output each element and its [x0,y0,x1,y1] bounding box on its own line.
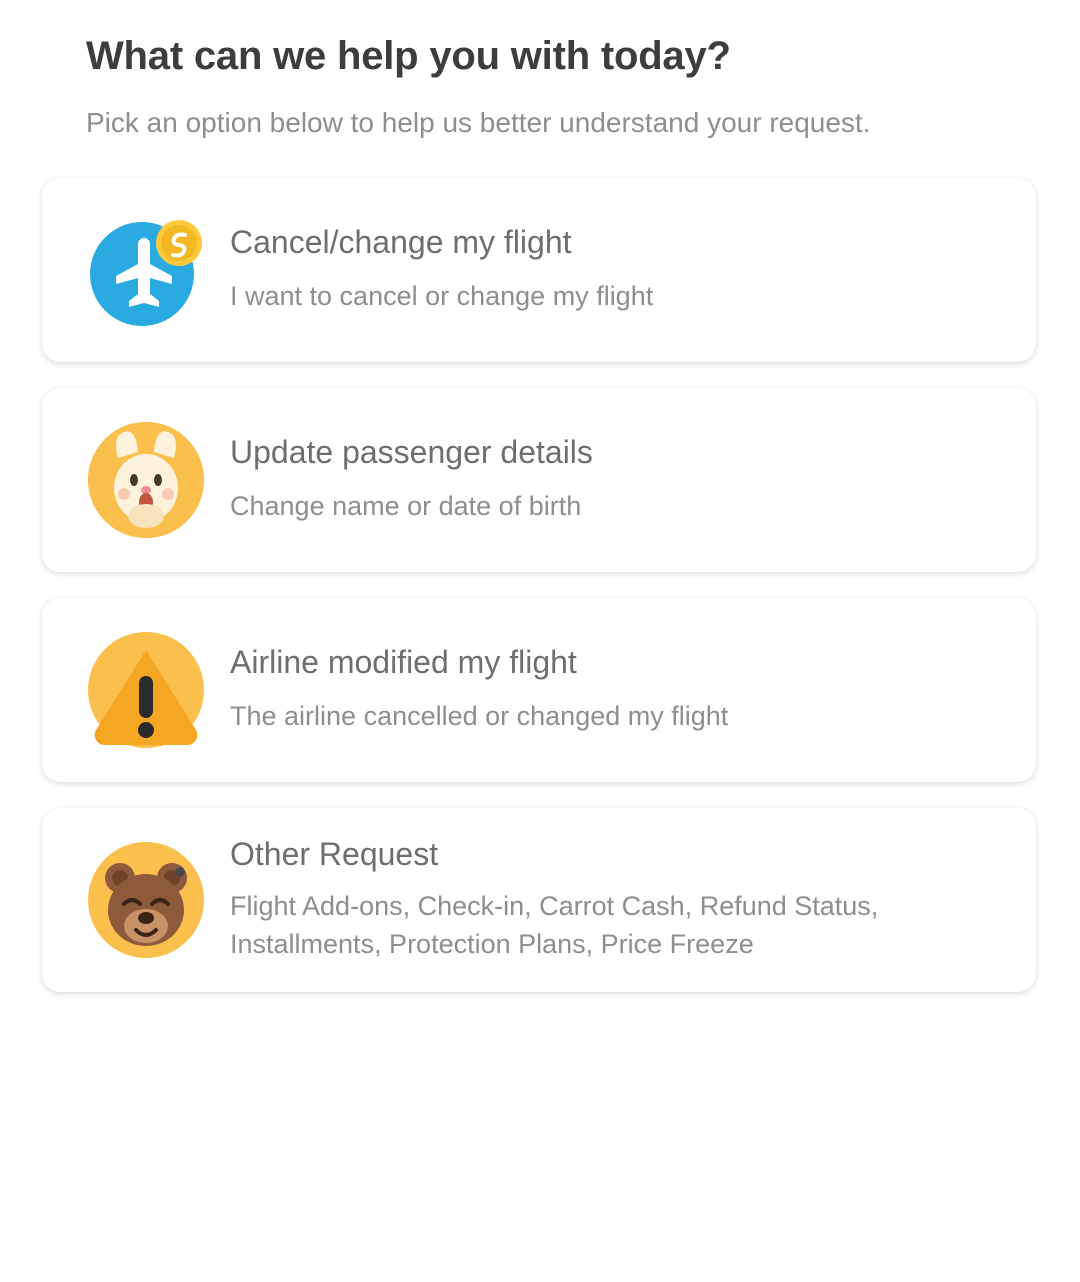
page-title: What can we help you with today? [86,34,731,78]
bear-face-icon [80,834,212,966]
options-list [0,178,1080,992]
header [0,0,1080,142]
option-description: The airline cancelled or changed my flight [230,700,729,731]
option-text [222,644,1006,736]
option-description: Change name or date of birth [230,490,582,521]
option-title: Other Request [230,835,439,872]
option-text [222,434,1006,526]
option-airline-modified-flight[interactable] [42,598,1036,782]
option-cancel-change-flight[interactable] [42,178,1036,362]
option-title: Cancel/change my flight [230,223,572,260]
page-subtitle: Pick an option below to help us better understand your request. [86,107,871,138]
airplane-coin-icon [80,204,212,336]
option-title: Airline modified my flight [230,643,577,680]
option-title: Update passenger details [230,433,593,470]
option-description: I want to cancel or change my flight [230,280,654,311]
option-text [222,224,1006,316]
option-other-request[interactable] [42,808,1036,992]
option-update-passenger-details[interactable] [42,388,1036,572]
warning-triangle-icon [80,624,212,756]
option-description: Flight Add-ons, Check-in, Carrot Cash, Refund Status, Installments, Protection Plans, Price Freeze [230,891,879,960]
option-text [222,836,1006,964]
bunny-face-icon [80,414,212,546]
